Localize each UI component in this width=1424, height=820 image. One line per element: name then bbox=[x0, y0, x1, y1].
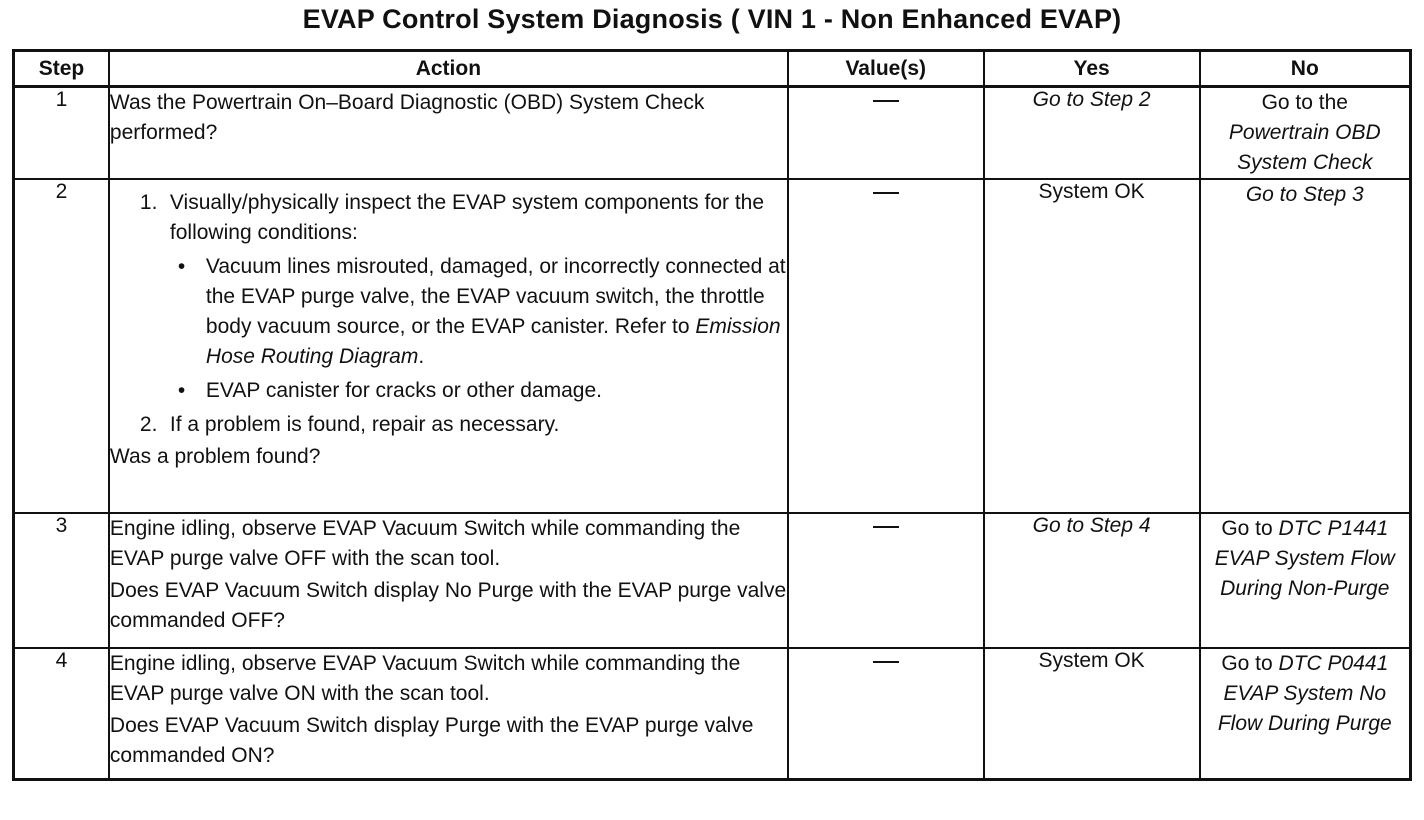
value-cell bbox=[788, 179, 984, 513]
action-question: Was a problem found? bbox=[109, 445, 321, 468]
yes-link[interactable]: Go to Step 2 bbox=[1032, 88, 1151, 111]
value-cell bbox=[788, 87, 984, 180]
table-row bbox=[14, 179, 1411, 513]
yes-cell bbox=[984, 648, 1200, 779]
value-dash bbox=[873, 192, 899, 194]
bullet-text: Vacuum lines misrouted, damaged, or incorrectly connected at the EVAP purge valve, the EVAP vacuum switch, the throttle body vacuum source, or the EVAP canister. Refer to bbox=[205, 255, 786, 338]
yes-cell bbox=[984, 513, 1200, 648]
table-header-row bbox=[14, 51, 1411, 87]
header-values: Value(s) bbox=[788, 51, 984, 87]
bullet-end: . bbox=[418, 345, 425, 368]
no-link[interactable]: DTC P0441 EVAP System No Flow During Purge bbox=[1217, 652, 1392, 735]
bullet-link[interactable]: Emission Hose Routing Diagram bbox=[205, 315, 781, 368]
value-dash bbox=[873, 100, 899, 102]
no-link[interactable]: Go to Step 3 bbox=[1245, 183, 1364, 206]
bullet-item-2 bbox=[110, 376, 787, 406]
no-prefix: Go to the bbox=[1261, 91, 1348, 114]
item-text: If a problem is found, repair as necessary. bbox=[169, 413, 560, 436]
no-cell bbox=[1200, 179, 1411, 513]
no-prefix: Go to bbox=[1221, 517, 1273, 540]
action-text: Was the Powertrain On–Board Diagnostic (OBD) System Check performed? bbox=[109, 91, 705, 144]
no-cell bbox=[1200, 513, 1411, 648]
action-text: Engine idling, observe EVAP Vacuum Switch while commanding the EVAP purge valve ON with the scan tool. bbox=[109, 652, 741, 705]
no-cell bbox=[1200, 87, 1411, 180]
action-cell bbox=[109, 87, 788, 180]
action-question: Does EVAP Vacuum Switch display Purge with the EVAP purge valve commanded ON? bbox=[109, 714, 754, 767]
action-text: Engine idling, observe EVAP Vacuum Switch while commanding the EVAP purge valve OFF with the scan tool. bbox=[109, 517, 741, 570]
header-action: Action bbox=[109, 51, 788, 87]
table-row bbox=[14, 513, 1411, 648]
action-cell bbox=[109, 179, 788, 513]
item-number: 1. bbox=[139, 191, 158, 214]
no-link[interactable]: Powertrain OBD System Check bbox=[1228, 121, 1381, 174]
step-number: 4 bbox=[14, 648, 109, 779]
step-number: 1 bbox=[14, 87, 109, 180]
numbered-item-1 bbox=[110, 188, 787, 248]
action-cell bbox=[109, 513, 788, 648]
table-row bbox=[14, 87, 1411, 180]
yes-cell bbox=[984, 179, 1200, 513]
yes-link[interactable]: Go to Step 4 bbox=[1032, 514, 1151, 537]
bullet-text: EVAP canister for cracks or other damage. bbox=[205, 379, 602, 402]
value-cell bbox=[788, 648, 984, 779]
yes-text: System OK bbox=[1038, 649, 1145, 672]
item-text: Visually/physically inspect the EVAP system components for the following conditions: bbox=[169, 191, 765, 244]
step-number: 3 bbox=[14, 513, 109, 648]
step-number: 2 bbox=[14, 179, 109, 513]
action-cell bbox=[109, 648, 788, 779]
header-no: No bbox=[1200, 51, 1411, 87]
header-yes: Yes bbox=[984, 51, 1200, 87]
no-cell bbox=[1200, 648, 1411, 779]
bullet-item-1 bbox=[110, 252, 787, 372]
header-step: Step bbox=[14, 51, 109, 87]
action-question: Does EVAP Vacuum Switch display No Purge with the EVAP purge valve commanded OFF? bbox=[109, 579, 787, 632]
table-row bbox=[14, 648, 1411, 779]
yes-cell bbox=[984, 87, 1200, 180]
document-title: EVAP Control System Diagnosis ( VIN 1 - Non Enhanced EVAP) bbox=[302, 4, 1122, 34]
value-dash bbox=[873, 661, 899, 663]
numbered-item-2 bbox=[110, 410, 787, 440]
bullet-icon: • bbox=[177, 379, 186, 402]
value-dash bbox=[873, 526, 899, 528]
item-number: 2. bbox=[139, 413, 158, 436]
value-cell bbox=[788, 513, 984, 648]
diagnosis-table bbox=[12, 49, 1412, 781]
yes-text: System OK bbox=[1038, 180, 1145, 203]
no-link[interactable]: DTC P1441 EVAP System Flow During Non-Purge bbox=[1214, 517, 1395, 600]
no-prefix: Go to bbox=[1221, 652, 1273, 675]
bullet-icon: • bbox=[177, 255, 186, 278]
